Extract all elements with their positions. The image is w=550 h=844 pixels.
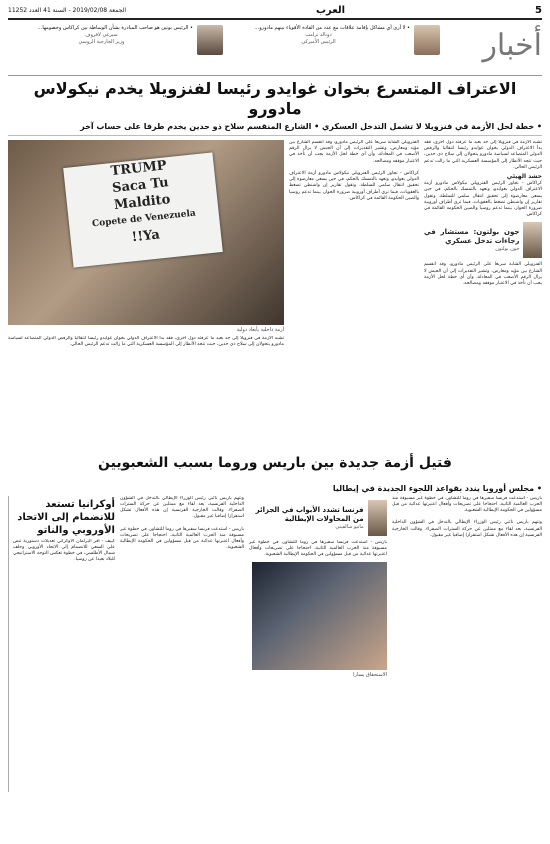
story1-lead: تشبه الأزمة في فنزويلا إلى حد بعيد ما عرفته دول أخرى، فقد بدأ الاعتراف الدولي بخوان غوايدو رئيسا انتقاليا والرفض الدولي المتصاعد لسياسة مادورو يتحولان إلى سلاح ذي حدين، حيث تتجه الأنظار إلى المؤسسة العسكرية التي ما زالت تدعم الرئيس الحالي. — [424, 140, 542, 170]
sign-line: Maldito — [113, 192, 172, 213]
story1-col-under-photo — [8, 336, 284, 348]
promo-trump[interactable] — [225, 23, 442, 57]
story1-pull-quote — [424, 222, 542, 258]
pull-quote-name: جون بولتون — [495, 246, 520, 253]
story1-col-mid-text2: كراكاس - تجاوز الرئيس الفنزويلي نيكولاس مادورو أزمة الاعتراف الدولي بغوايدو، وتعهد بالتمسك بالحكم، في حين يسعى معارضوه إلى تحقيق انتقال سلمي للسلطة. وتقول تقارير إن واشنطن تضغط بالعقوبات، فيما ترى أطراف أوروبية ضرورة الحوار، بينما تدعم روسيا والصين الحكومة القائمة في كراكاس. — [289, 171, 419, 201]
protest-sign — [63, 152, 223, 267]
newspaper-logo: العرب — [315, 4, 346, 16]
page-number: 5 — [535, 4, 542, 16]
story1-col-right-cont: كراكاس - تجاوز الرئيس الفنزويلي نيكولاس مادورو أزمة الاعتراف الدولي بغوايدو، وتعهد بالتمسك بالحكم، في حين يسعى معارضوه إلى تحقيق انتقال سلمي للسلطة. وتقول تقارير إن واشنطن تضغط بالعقوبات، فيما ترى أطراف أوروبية ضرورة الحوار، بينما تدعم روسيا والصين الحكومة القائمة في كراكاس. — [424, 181, 542, 218]
pull-quote-text: جون بولتون: مستشار في رجاءات تدخل عسكري — [424, 228, 520, 246]
story1-body — [8, 140, 542, 450]
story2-text-d: وتتهم باريس نائبي رئيس الوزراء الإيطالي بالتدخل في الشؤون الداخلية الفرنسية، بعد لقاء مع ممثلين عن حركة السترات الصفراء. وقالت الخارجية الفرنسية إن هذه الأفعال تشكل استفزازا إضافيا غير مقبول. — [120, 495, 244, 520]
promo-name: دونالد ترامب — [305, 32, 332, 38]
pull-quote-text: فرنسا تشدد الأبواب في الجزائر من المحاولات الإيطالية — [255, 505, 364, 523]
story2-text-a: باريس - استدعت فرنسا سفيرها في روما للتشاور، في خطوة غير مسبوقة منذ الحرب العالمية الثانية، احتجاجا على تصريحات وأفعال اعتبرتها عدائية من قبل مسؤولين في الحكومة الإيطالية الشعبوية. — [392, 495, 542, 514]
promo-name: سيرغي لافروف — [85, 32, 118, 38]
sign-line: Copete de Venezuela — [91, 208, 197, 230]
story2-text-e: باريس - استدعت فرنسا سفيرها في روما للتشاور، في خطوة غير مسبوقة منذ الحرب العالمية الثانية، احتجاجا على تصريحات وأفعال اعتبرتها عدائية من قبل مسؤولين في الحكومة الإيطالية الشعبوية. — [120, 526, 244, 551]
story2-subhead: • مجلس أوروبا يندد بقواعد اللجوء الجديدة في إيطاليا — [332, 483, 542, 493]
sign-line: TRUMP — [110, 158, 168, 180]
story2-pull-quote — [249, 500, 387, 536]
bolton-photo — [523, 222, 542, 258]
trump-photo — [414, 25, 440, 55]
story1-col-right-end: الفنزويلي الشابة سريعا على الرئيس مادورو، وقد انقسم الشارع بين مؤيد ومعارض، وتشير التقديرات إلى أن الجيش لا يزال الرقم الأصعب في المعادلة، وأن أي خطة لحل الأزمة يجب أن تأخذ في الاعتبار موقفه ومصالحه. — [424, 262, 542, 287]
side-story-text: كييف - أقر البرلمان الأوكراني تعديلات دستورية تنص على السعي للانضمام إلى الاتحاد الأوروبي وحلف شمال الأطلسي، في خطوة تعكس التوجه الاستراتيجي للبلاد بعيدا عن روسيا. — [13, 538, 115, 563]
story1-subhead: • خطة لحل الأزمة في فنزويلا لا تشمل التدخل العسكري • الشارع المنقسم سلاح ذو حدين يخدم طرفا على حساب آخر — [8, 121, 542, 136]
section-header — [8, 23, 542, 76]
sign-line: Ya!! — [131, 227, 161, 246]
promo-role: وزير الخارجية الروسي — [78, 39, 125, 45]
story1-col-mid-text: الفنزويلي الشابة سريعا على الرئيس مادورو، وقد انقسم الشارع بين مؤيد ومعارض، وتشير التقديرات إلى أن الجيش لا يزال الرقم الأصعب في المعادلة، وأن أي خطة لحل الأزمة يجب أن تأخذ في الاعتبار موقفه ومصالحه. — [289, 140, 419, 164]
story1-headline[interactable]: الاعتراف المتسرع بخوان غوايدو رئيسا لفنزويلا يخدم نيكولاس مادورو — [33, 79, 517, 118]
story1-crosshead: حشد الهيئي — [506, 173, 542, 181]
issue-date: الجمعة 2019/02/08 - السنة 41 العدد 11252 — [8, 6, 126, 14]
story2-text-b: وتتهم باريس نائبي رئيس الوزراء الإيطالي بالتدخل في الشؤون الداخلية الفرنسية، بعد لقاء مع ممثلين عن حركة السترات الصفراء. وقالت الخارجية الفرنسية إن هذه الأفعال تشكل استفزازا إضافيا غير مقبول. — [392, 520, 542, 538]
salvini-photo — [368, 500, 387, 536]
story2-col-b — [249, 496, 387, 792]
side-story — [8, 496, 115, 792]
story1-under-photo-text: تشبه الأزمة في فنزويلا إلى حد بعيد ما عرفته دول أخرى، فقد بدأ الاعتراف الدولي بخوان غوايدو رئيسا انتقاليا والرفض الدولي المتصاعد لسياسة مادورو يتحولان إلى سلاح ذي حدين، حيث تتجه الأنظار إلى المؤسسة العسكرية التي ما زالت تدعم الرئيس الحالي. — [8, 336, 284, 348]
lavrov-photo — [197, 25, 223, 55]
macron-photo — [252, 562, 387, 670]
story2-col-a — [392, 496, 542, 792]
story2-body — [8, 496, 542, 792]
story2-text-c: باريس - استدعت فرنسا سفيرها في روما للتشاور، في خطوة غير مسبوقة منذ الحرب العالمية الثانية، احتجاجا على تصريحات وأفعال اعتبرتها عدائية من قبل مسؤولين في الحكومة الإيطالية الشعبوية. — [249, 539, 387, 558]
side-story-headline[interactable]: أوكرانيا تستعد للانضمام إلى الاتحاد الأوروبي والناتو — [17, 498, 115, 536]
photo-caption: الاستحقاق يسارا — [353, 672, 387, 679]
sign-line: Saca Tu — [111, 175, 170, 197]
story1-col-right — [424, 140, 542, 450]
story2-headline[interactable]: فتيل أزمة جديدة بين باريس وروما بسبب الشعبويين — [98, 455, 452, 471]
masthead-bar — [8, 4, 542, 20]
protest-photo — [8, 140, 284, 325]
promo-quote: • لا أرى أي مشاكل بإقامة علاقات مع عدد من القادة الأقوياء بينهم مادورو… — [254, 25, 410, 31]
story1-media — [8, 140, 284, 450]
story2-col-c — [120, 496, 244, 792]
photo-caption: أزمة داخلية بأبعاد دولية — [236, 327, 284, 333]
promo-role: الرئيس الأميركي — [301, 39, 336, 45]
pull-quote-name: ماتيو سالفيني — [335, 523, 364, 530]
promo-lavrov[interactable] — [8, 23, 225, 57]
story1-col-mid — [289, 140, 419, 450]
promo-quote: • الرئيس بوتين هو صاحب المبادرة بشأن الوساطة بين كراكاس وخصومها… — [37, 25, 193, 31]
section-title: أخبار — [482, 28, 542, 63]
